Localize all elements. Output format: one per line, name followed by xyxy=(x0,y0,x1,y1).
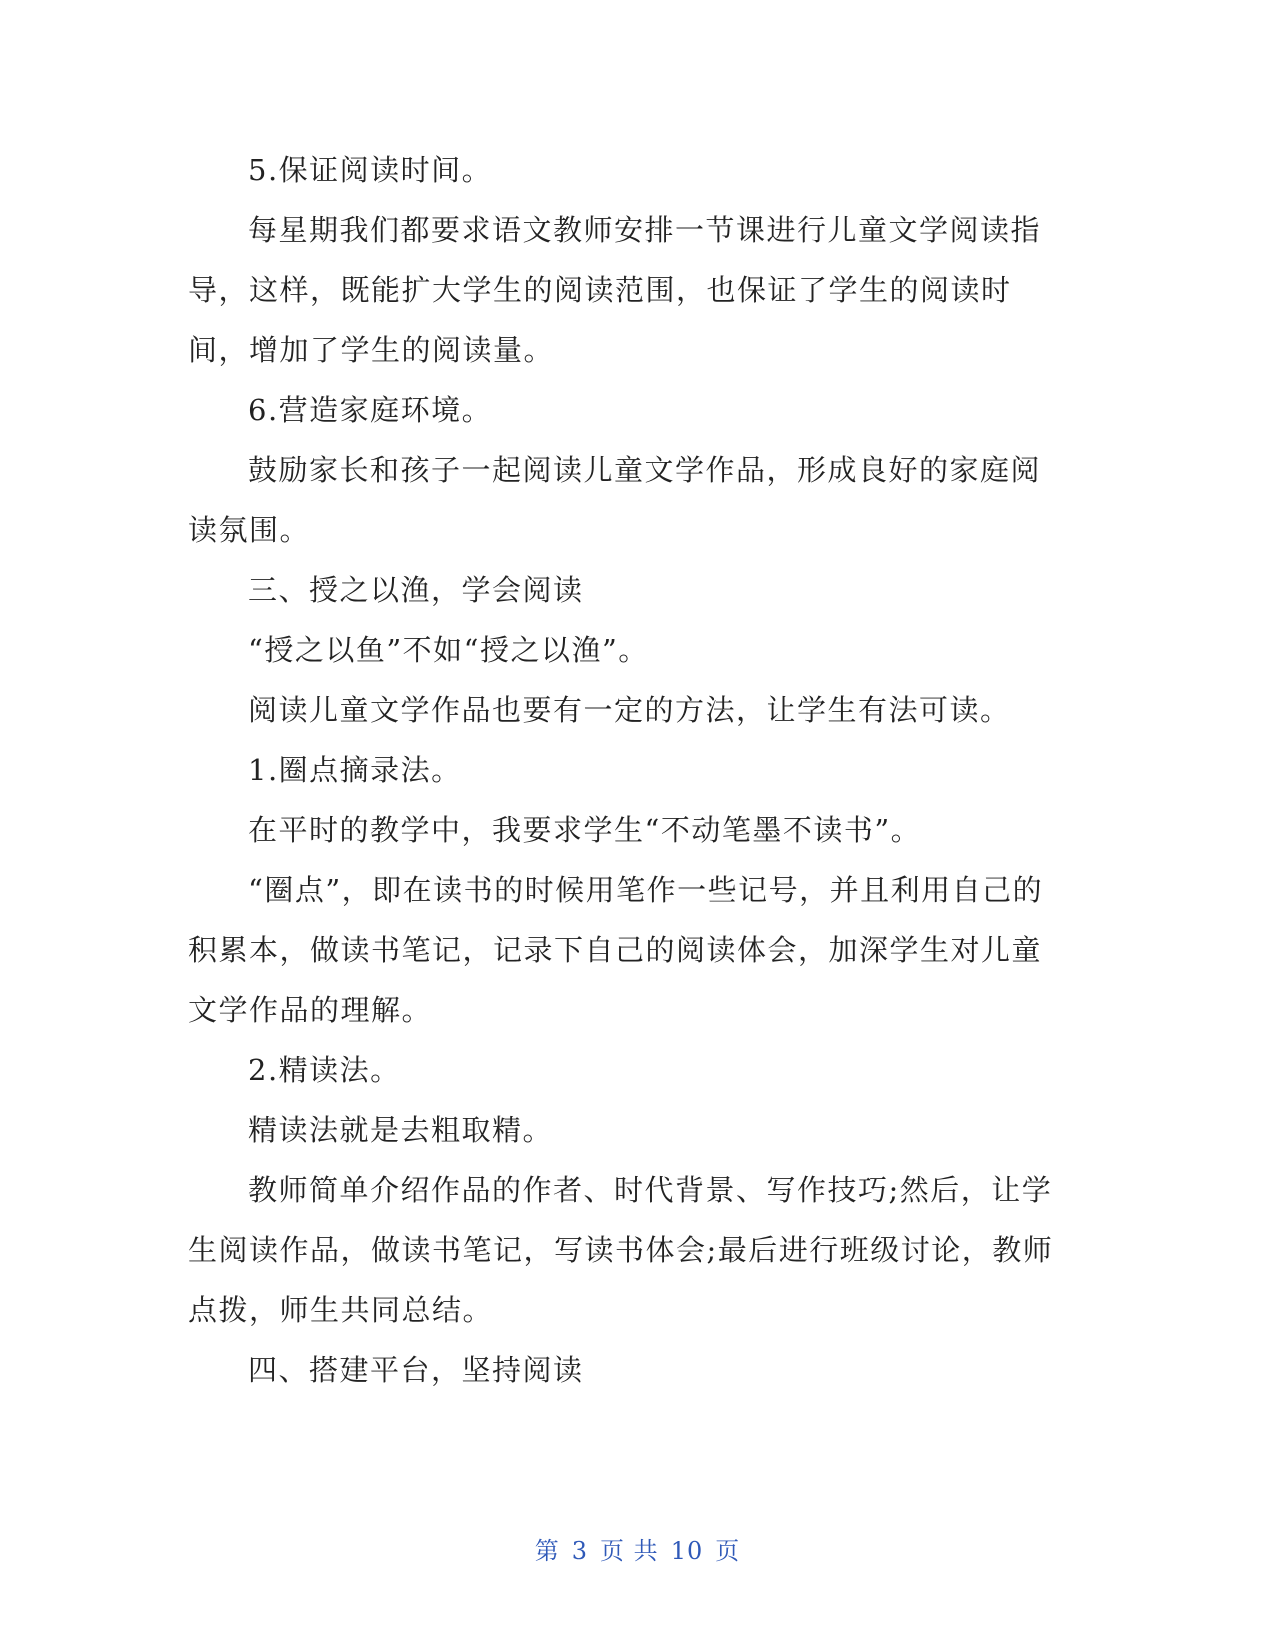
paragraph: 每星期我们都要求语文教师安排一节课进行儿童文学阅读指导，这样，既能扩大学生的阅读范围，也保证了学生的阅读时间，增加了学生的阅读量。 xyxy=(188,213,1042,367)
paragraph: “圈点”，即在读书的时候用笔作一些记号，并且利用自己的积累本，做读书笔记，记录下自己的阅读体会，加深学生对儿童文学作品的理解。 xyxy=(188,873,1044,1027)
footer-prefix: 第 xyxy=(534,1537,560,1565)
footer-current-page: 3 xyxy=(571,1537,589,1565)
document-body xyxy=(188,140,1068,1400)
paragraph: 鼓励家长和孩子一起阅读儿童文学作品，形成良好的家庭阅读氛围。 xyxy=(188,453,1042,547)
section-heading: 四、搭建平台，坚持阅读 xyxy=(248,1353,584,1387)
paragraph: “授之以鱼”不如“授之以渔”。 xyxy=(248,633,649,667)
paragraph: 精读法就是去粗取精。 xyxy=(248,1113,554,1147)
paragraph: 5.保证阅读时间。 xyxy=(248,153,493,187)
paragraph: 1.圈点摘录法。 xyxy=(248,753,462,787)
footer-middle: 页 共 xyxy=(600,1537,659,1565)
page-number-footer xyxy=(0,1531,1275,1566)
paragraph: 阅读儿童文学作品也要有一定的方法，让学生有法可读。 xyxy=(248,693,1011,727)
paragraph: 教师简单介绍作品的作者、时代背景、写作技巧;然后，让学生阅读作品，做读书笔记，写读书体会;最后进行班级讨论，教师点拨，师生共同总结。 xyxy=(188,1173,1054,1327)
footer-suffix: 页 xyxy=(715,1537,741,1565)
footer-total-pages: 10 xyxy=(670,1537,704,1565)
paragraph: 6.营造家庭环境。 xyxy=(248,393,493,427)
paragraph: 在平时的教学中，我要求学生“不动笔墨不读书”。 xyxy=(248,813,922,847)
section-heading: 三、授之以渔，学会阅读 xyxy=(248,573,584,607)
paragraph: 2.精读法。 xyxy=(248,1053,401,1087)
